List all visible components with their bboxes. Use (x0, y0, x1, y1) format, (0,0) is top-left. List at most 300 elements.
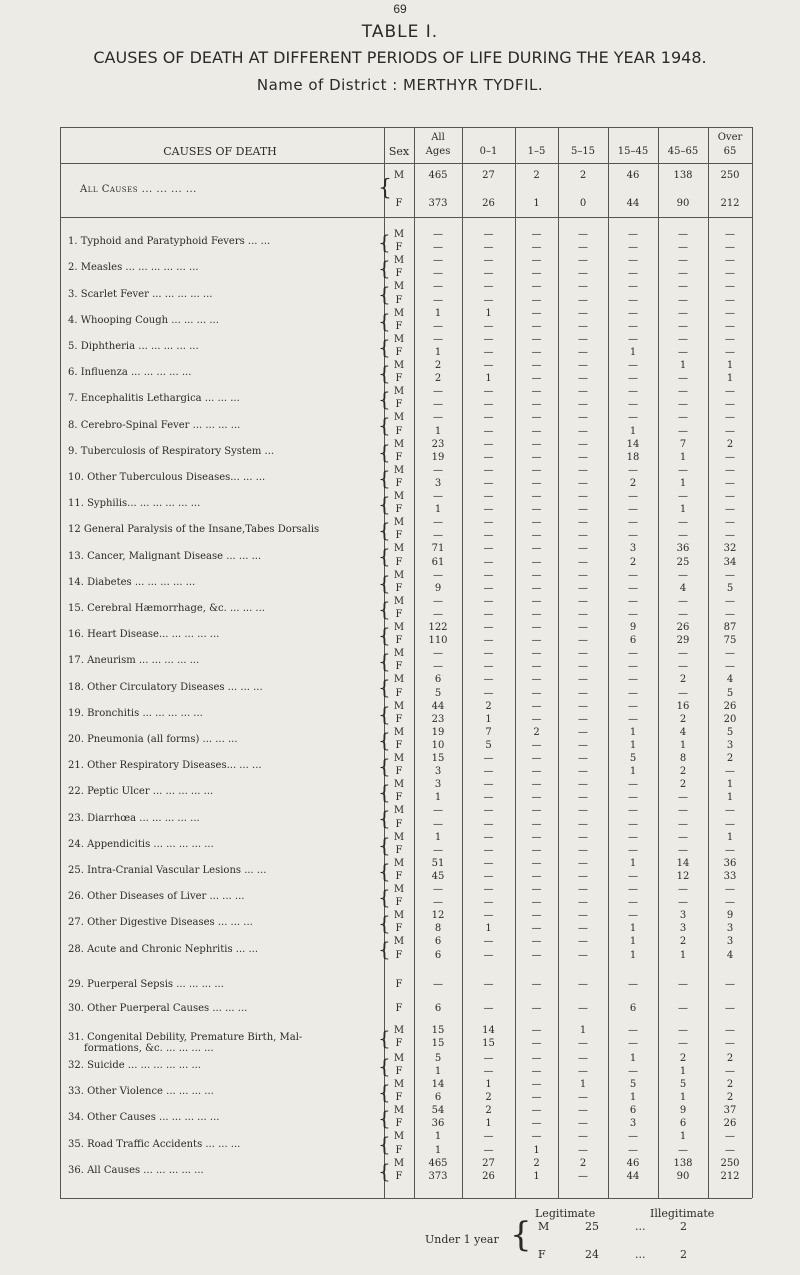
table-cell: — (531, 412, 542, 424)
table-cell: — (628, 530, 638, 542)
table-cell: 5 (434, 687, 442, 699)
table-cell: — (483, 753, 494, 764)
page-title: CAUSES OF DEATH AT DIFFERENT PERIODS OF LIFE DURING THE YEAR 1948. (93, 48, 707, 67)
table-cell: — (578, 399, 588, 411)
table-cell: 71 (431, 543, 445, 555)
sex-label: M (393, 753, 405, 764)
table-cell: — (678, 517, 688, 529)
table-cell: — (628, 333, 638, 345)
table-cell: — (433, 412, 443, 424)
table-cell: 2 (679, 1052, 687, 1064)
table-cell: — (578, 373, 588, 385)
table-cell: — (578, 936, 588, 948)
table-cell: — (725, 464, 735, 476)
table-cell: — (483, 818, 494, 830)
table-cell: — (628, 595, 638, 607)
table-cell: — (628, 229, 638, 240)
table-cell: — (678, 844, 688, 856)
table-cell: — (531, 399, 542, 411)
table-cell: — (531, 844, 542, 856)
table-cell: — (483, 1144, 494, 1156)
table-cell: — (628, 1144, 638, 1156)
table-cell: — (725, 255, 735, 267)
table-cell: 5 (629, 1079, 637, 1090)
table-cell: — (578, 978, 588, 990)
brace-icon: { (378, 858, 391, 883)
table-cell: 3 (434, 766, 442, 778)
table-cell: — (531, 491, 542, 502)
table-cell: — (483, 622, 494, 633)
brace-icon: { (378, 1053, 391, 1078)
cause-label: 19. Bronchitis ... ... ... ... ... (68, 707, 203, 719)
sex-label: F (395, 1118, 403, 1130)
cause-label: 9. Tuberculosis of Respiratory System ... (68, 445, 275, 457)
table-cell: 1 (629, 766, 637, 778)
brace-icon: { (378, 1106, 391, 1131)
table-cell: — (531, 713, 542, 725)
table-cell: — (578, 608, 588, 620)
table-cell: — (483, 229, 494, 240)
table-cell: 6 (434, 1002, 442, 1014)
table-cell: — (483, 674, 494, 686)
table-cell: — (578, 556, 588, 568)
table-cell: — (483, 844, 494, 856)
table-cell: — (483, 897, 494, 909)
table-cell: — (578, 910, 588, 922)
table-cell: — (483, 556, 494, 568)
table-cell: 32 (723, 543, 737, 555)
cause-label: 6. Influenza ... ... ... ... ... (68, 367, 192, 379)
table-cell: 373 (428, 1170, 448, 1182)
table-cell: — (628, 910, 638, 922)
table-cell: 1 (726, 831, 734, 843)
table-cell: — (578, 320, 588, 332)
table-cell: 1 (629, 923, 637, 935)
table-cell: — (531, 333, 542, 345)
table-cell: — (578, 687, 588, 699)
brace-icon: { (378, 754, 391, 778)
table-cell: — (725, 595, 735, 607)
table-cell: 33 (723, 870, 737, 882)
table-cell: 46 (626, 170, 640, 181)
table-cell: 6 (434, 949, 442, 961)
table-cell: — (678, 687, 688, 699)
footer-legit: 25 (585, 1220, 599, 1233)
table-cell: — (578, 1170, 588, 1182)
table-cell: — (678, 464, 688, 476)
table-cell: 1 (434, 1144, 442, 1156)
brace-icon: { (378, 806, 391, 831)
table-cell: — (628, 978, 638, 990)
table-cell: — (628, 870, 638, 882)
table-cell: 26 (723, 700, 737, 712)
table-cell: 2 (579, 1157, 587, 1169)
sex-label: F (395, 425, 403, 437)
col-header-bottom: 0–1 (479, 146, 498, 157)
cause-label: 13. Cancer, Malignant Disease ... ... ... (68, 550, 262, 562)
table-cell: 2 (726, 438, 734, 450)
table-cell: — (578, 1092, 588, 1104)
cause-label: 20. Pneumonia (all forms) ... ... ... (68, 734, 238, 745)
table-cell: 26 (723, 1118, 737, 1130)
table-cell: 1 (485, 923, 492, 935)
table-cell: 14 (431, 1079, 445, 1090)
sex-label: F (395, 268, 403, 280)
table-cell: — (531, 1024, 542, 1036)
table-cell: 1 (726, 792, 734, 804)
table-cell: — (531, 978, 542, 990)
table-cell: — (578, 491, 588, 502)
table-cell: — (483, 635, 494, 647)
brace-icon: { (378, 596, 391, 621)
cause-label: 24. Appendicitis ... ... ... ... ... (68, 838, 214, 850)
table-cell: — (433, 818, 443, 830)
table-cell: — (433, 884, 443, 895)
table-cell: — (678, 425, 688, 437)
table-cell: 6 (434, 936, 442, 948)
table-cell: — (628, 897, 638, 909)
table-cell: — (433, 530, 443, 542)
cause-label: 31. Congenital Debility, Premature Birth, Mal- (68, 1031, 303, 1043)
table-cell: 15 (431, 753, 445, 764)
col-header-bottom: 15–45 (617, 146, 649, 157)
table-cell: — (483, 870, 494, 882)
table-cell: — (433, 294, 443, 306)
table-cell: 6 (629, 1002, 637, 1014)
table-cell: 9 (679, 1105, 687, 1117)
table-cell: — (678, 1037, 688, 1049)
table-cell: — (483, 779, 494, 791)
brace-icon: { (378, 727, 391, 752)
cause-label: 34. Other Causes ... ... ... ... ... (68, 1112, 220, 1124)
table-cell: — (725, 281, 735, 293)
table-cell: — (725, 608, 735, 620)
cause-label: 4. Whooping Cough ... ... ... ... (68, 314, 219, 326)
sex-label: M (393, 622, 405, 633)
sex-label: F (395, 1144, 403, 1156)
col-header-top: Over (717, 132, 743, 143)
table-cell: — (531, 451, 542, 463)
table-cell: 373 (428, 198, 448, 209)
cause-label: 7. Encephalitis Lethargica ... ... ... (68, 393, 240, 405)
table-cell: — (578, 792, 588, 804)
sex-label: F (395, 635, 403, 647)
table-cell: — (531, 857, 542, 869)
sex-label: F (395, 477, 403, 489)
table-cell: — (433, 978, 443, 990)
table-cell: — (578, 412, 588, 424)
table-cell: — (433, 464, 443, 476)
table-cell: — (531, 661, 542, 673)
table-cell: 2 (679, 779, 687, 791)
table-cell: — (578, 517, 588, 529)
table-cell: 1 (679, 451, 687, 463)
table-cell: — (531, 504, 542, 516)
table-cell: — (725, 399, 735, 411)
table-cell: 15 (482, 1037, 495, 1049)
cause-label-cont: formations, &c. ... ... ... ... (84, 1042, 214, 1054)
table-cell: 1 (485, 307, 492, 319)
brace-icon: { (378, 465, 391, 490)
table-cell: — (725, 386, 735, 398)
table-cell: 1 (629, 739, 637, 751)
table-cell: — (433, 491, 443, 502)
table-cell: 465 (428, 170, 448, 181)
table-cell: 2 (533, 726, 540, 738)
header-causes: CAUSES OF DEATH (163, 145, 277, 158)
table-cell: — (725, 897, 735, 909)
sex-label: F (395, 608, 403, 620)
table-cell: 2 (434, 373, 442, 385)
table-cell: 26 (482, 1170, 495, 1182)
table-cell: — (678, 818, 688, 830)
table-cell: 0 (579, 198, 587, 209)
sex-label: F (395, 739, 403, 751)
table-cell: 3 (726, 923, 734, 935)
table-cell: — (725, 504, 735, 516)
brace-icon: { (378, 518, 391, 543)
table-cell: 54 (431, 1105, 445, 1117)
table-cell: — (578, 386, 588, 398)
table-cell: 4 (726, 949, 734, 961)
table-cell: — (628, 687, 638, 699)
table-cell: — (578, 1105, 588, 1117)
sex-label: F (395, 1065, 403, 1077)
table-cell: — (483, 661, 494, 673)
header-sex: Sex (388, 145, 410, 158)
brace-icon: { (378, 492, 391, 516)
table-cell: 44 (626, 198, 640, 209)
col-header-bottom: Ages (425, 146, 451, 157)
table-cell: — (531, 386, 542, 398)
table-cell: — (578, 307, 588, 319)
table-cell: — (433, 229, 443, 240)
table-cell: — (433, 661, 443, 673)
table-cell: — (678, 242, 688, 254)
sex-label: M (393, 936, 405, 948)
table-label: TABLE I. (361, 22, 439, 42)
table-cell: — (531, 242, 542, 254)
table-cell: — (483, 294, 494, 306)
table-cell: — (531, 608, 542, 620)
table-cell: — (433, 648, 443, 660)
table-cell: 1 (679, 477, 687, 489)
cause-label: 26. Other Diseases of Liver ... ... ... (68, 891, 245, 903)
table-cell: 20 (723, 713, 737, 725)
table-cell: 1 (434, 346, 442, 358)
table-cell: 9 (434, 582, 442, 594)
table-cell: — (531, 268, 542, 280)
table-cell: 12 (431, 910, 445, 922)
table-cell: — (531, 635, 542, 647)
table-cell: — (725, 1024, 735, 1036)
table-cell: — (628, 805, 638, 817)
table-cell: — (628, 360, 638, 371)
table-cell: 6 (434, 674, 442, 686)
table-cell: — (678, 491, 688, 502)
table-cell: — (578, 674, 588, 686)
table-cell: 1 (679, 504, 687, 516)
col-header-top: All (431, 132, 445, 143)
sex-label: M (393, 569, 405, 581)
sex-label: F (395, 556, 403, 568)
cause-label: 10. Other Tuberculous Diseases... ... ... (68, 472, 266, 483)
table-cell: — (578, 1037, 588, 1049)
table-cell: — (628, 399, 638, 411)
table-cell: 1 (533, 1144, 540, 1156)
table-cell: — (578, 582, 588, 594)
table-cell: 5 (726, 687, 734, 699)
table-cell: 2 (533, 1157, 540, 1169)
table-cell: 14 (626, 438, 640, 450)
table-cell: — (628, 1065, 638, 1077)
table-cell: — (531, 897, 542, 909)
table-cell: 51 (431, 857, 445, 869)
table-cell: — (678, 229, 688, 240)
table-cell: 25 (676, 556, 690, 568)
table-cell: — (725, 818, 735, 830)
table-cell: — (483, 857, 494, 869)
brace-icon: { (378, 361, 391, 385)
table-cell: — (678, 648, 688, 660)
table-cell: 1 (629, 1052, 637, 1064)
table-cell: 2 (679, 766, 687, 778)
sex-label: F (395, 242, 403, 254)
table-cell: — (483, 805, 494, 817)
sex-label: F (395, 661, 403, 673)
table-cell: — (725, 294, 735, 306)
table-cell: — (531, 530, 542, 542)
table-cell: 212 (720, 1170, 740, 1182)
table-cell: — (433, 517, 443, 529)
sex-label: M (393, 648, 405, 660)
table-cell: — (628, 294, 638, 306)
table-cell: 2 (629, 477, 637, 489)
table-cell: — (628, 792, 638, 804)
table-cell: 4 (679, 582, 687, 594)
table-cell: 2 (679, 713, 687, 725)
table-cell: — (433, 255, 443, 267)
table-cell: — (678, 281, 688, 293)
table-cell: 8 (434, 923, 442, 935)
cause-label: 18. Other Circulatory Diseases ... ... ... (68, 681, 263, 693)
table-cell: — (433, 569, 443, 581)
sex-label: F (395, 978, 403, 990)
table-cell: — (678, 412, 688, 424)
table-cell: 2 (726, 753, 734, 764)
table-cell: — (678, 530, 688, 542)
brace-icon: { (378, 675, 391, 700)
table-cell: 2 (485, 700, 492, 712)
table-cell: 26 (482, 198, 495, 209)
table-cell: — (531, 373, 542, 385)
table-cell: — (578, 897, 588, 909)
sex-label: M (393, 1157, 405, 1169)
footer-sex: M (538, 1220, 550, 1233)
table-cell: 45 (431, 870, 445, 882)
sex-label: M (393, 884, 405, 895)
table-cell: — (578, 713, 588, 725)
table-cell: — (725, 491, 735, 502)
footer-illegit: 2 (680, 1248, 687, 1261)
table-cell: — (628, 491, 638, 502)
table-cell: 5 (629, 753, 637, 764)
all-causes-label: All Causes ... ... ... ... (80, 184, 197, 195)
table-cell: — (678, 399, 688, 411)
table-cell: — (531, 569, 542, 581)
table-cell: 9 (629, 622, 637, 633)
brace-icon: { (378, 570, 391, 595)
table-cell: — (678, 294, 688, 306)
table-cell: — (578, 464, 588, 476)
sex-label: F (395, 713, 403, 725)
table-cell: — (725, 884, 735, 895)
table-cell: — (725, 1065, 735, 1077)
footer-sex: F (538, 1248, 546, 1261)
table-cell: — (578, 255, 588, 267)
table-cell: — (483, 386, 494, 398)
table-cell: — (531, 438, 542, 450)
footer-dots: ... (635, 1248, 646, 1261)
sex-label: M (393, 543, 405, 555)
sex-label: F (395, 1002, 403, 1014)
table-cell: — (483, 464, 494, 476)
sex-label: F (395, 198, 403, 209)
sex-label: M (393, 438, 405, 450)
table-cell: — (483, 281, 494, 293)
table-cell: — (628, 818, 638, 830)
table-cell: 250 (720, 1157, 740, 1169)
table-cell: — (578, 438, 588, 450)
table-cell: 1 (629, 726, 637, 738)
sex-label: M (393, 255, 405, 267)
table-cell: — (483, 399, 494, 411)
table-cell: 250 (720, 170, 740, 181)
table-cell: — (531, 622, 542, 633)
cause-label: 21. Other Respiratory Diseases... ... ... (68, 760, 262, 772)
table-cell: — (531, 831, 542, 843)
cause-label: 3. Scarlet Fever ... ... ... ... ... (68, 288, 213, 300)
sex-label: M (393, 412, 405, 424)
table-cell: — (678, 608, 688, 620)
table-cell: 2 (726, 1092, 734, 1104)
table-cell: — (531, 517, 542, 529)
sex-label: F (395, 320, 403, 332)
sex-label: M (393, 1079, 405, 1090)
table-cell: 1 (533, 198, 540, 209)
table-cell: — (628, 1024, 638, 1036)
table-cell: — (483, 425, 494, 437)
table-cell: — (578, 700, 588, 712)
table-cell: — (628, 713, 638, 725)
table-cell: — (578, 870, 588, 882)
table-cell: 10 (431, 739, 445, 751)
table-cell: — (531, 870, 542, 882)
table-cell: 4 (726, 674, 734, 686)
sex-label: M (393, 170, 405, 181)
table-cell: — (578, 739, 588, 751)
table-cell: 12 (676, 870, 690, 882)
table-cell: 1 (679, 360, 687, 371)
table-cell: — (725, 451, 735, 463)
table-cell: 1 (434, 792, 442, 804)
table-cell: 23 (431, 438, 445, 450)
table-cell: 19 (431, 726, 445, 738)
table-cell: — (531, 543, 542, 555)
table-cell: — (531, 1037, 542, 1049)
cause-label: 25. Intra-Cranial Vascular Lesions ... ... (68, 865, 267, 876)
table-cell: — (725, 766, 735, 778)
